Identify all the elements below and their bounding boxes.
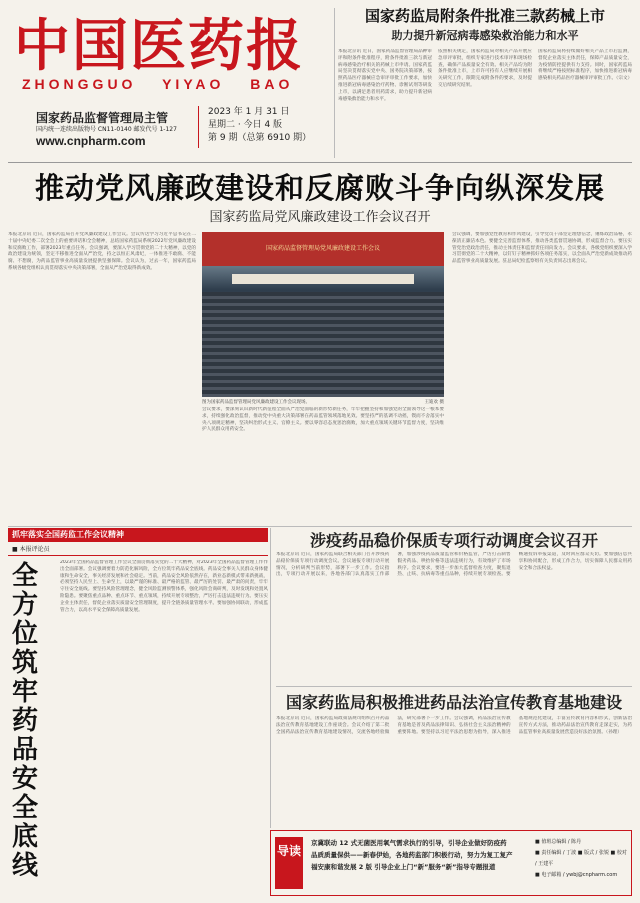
caption-text: 图为国家药品监督管理局党风廉政建设工作会议现场。 [202, 400, 310, 405]
masthead [8, 6, 330, 162]
audience-rows [202, 292, 444, 397]
article-body-column: 本报北京讯 近日，国家药品监督管理局品种审评和附条件批准程序，附条件批准三款与新冠病毒感染治疗相关的药械上市申请。国家药监局坚决贯彻落实党中央、国务院决策部署，按照药品医疗器械应急审评审批工作要求，加快推进新冠病毒感染治疗药物、诊断试剂等研发上市，以满足患者用药需求，助力提升新冠病毒感染救治能力和水平。 [338, 49, 432, 102]
guide-label: 导读 [275, 837, 303, 889]
editor-line: ■ 责任编辑 / 丁波 ■ 版式 / 张锐 ■ 校对 / 王建平 [535, 850, 627, 867]
main-article-right-column: 会议强调，要加强党性教育和作风建设，引导党员干部坚定理想信念，锤炼政治品格，永葆清正廉洁本色。要健全完善监督体系，推动各类监督贯通协调，形成监督合力。要压实管党治党政治责任，推动主体责任和监督责任同向发力。会议要求，各级党组织要深入学习贯彻党的二十大精神，以钉钉子精神抓好各项任务落实，以全面从严治党新成效推动药品监管事业高质量发展。驻总局纪检监察组有关负责同志出席会议。 [452, 232, 632, 265]
guide-box [270, 830, 632, 896]
article-body: 本报北京讯 近日，国家药监局政策法规司组织召开药品法治宣传教育基地建设工作座谈会。会议介绍了第二批全国药品法治宣传教育基地建设情况，交流各地经验做法，研究部署下一步工作。会议强调，药品法治宣传教育基地是普及药品法律知识、弘扬社会主义法治精神的重要阵地。要坚持以习近平法治思想为指导，深入推进基地规范化建设，丰富宣传教育内容和形式，创新法治宣传方式方法，推动药品法治宣传教育走深走实，为药品监管事业高质量发展营造良好法治氛围。（孙理） [276, 716, 632, 735]
editor-line: ■ 值班总编辑 / 陈丹 [535, 839, 582, 845]
pinyin-word: BAO [250, 76, 294, 92]
stage-banner-text: 国家药品监督管理局党风廉政建设工作会议 [265, 245, 380, 252]
article-body-column: 依照相关规定，国家药监局对相关产品开展应急审评审批，组织专家进行技术审评和现场检查，确保产品质量安全有效。相关产品均为附条件批准上市，上市许可持有人应继续开展相关研究工作，限期完成附条件的要求，及时提交后续研究结果。 [438, 49, 532, 88]
section-banner: 抓牢落实全国药监工作会议精神 [8, 528, 268, 542]
top-right-article[interactable] [338, 6, 632, 176]
photo-credit: 王迪欢 摄 [424, 400, 444, 405]
issue-dateline [208, 106, 311, 145]
main-headline[interactable]: 推动党风廉政建设和反腐败斗争向纵深发展 [34, 171, 605, 205]
issue-number: 第 9 期（总第 6910 期） [208, 133, 312, 143]
sponsor-text: 国家药品监督管理局主管 [36, 111, 169, 125]
photo-caption [202, 399, 444, 405]
article-body-column: 国家药监局将持续做好相关产品上市后监测，督促企业落实主体责任，保障产品质量安全，为疫情防控提供有力支持。同时，国家药监局将继续严格按照标准程序，加快推进新冠病毒感染相关药品医疗器械审评审批工作。（宗文） [538, 49, 632, 82]
rostrum-table [232, 274, 414, 284]
guide-items [311, 837, 531, 873]
section-divider [8, 162, 632, 163]
article-title[interactable]: 涉疫药品稳价保质专项行动调度会议召开 [309, 531, 598, 550]
commentary-tag: ■ 本报评论员 [8, 544, 268, 556]
publication-codes: 国内统一连续出版物号 CN11-0140 邮发代号 1-127 [36, 126, 177, 133]
section-divider [8, 526, 632, 527]
pinyin-word: ZHONGGUO [22, 76, 137, 92]
guide-item[interactable]: 品质质量保供——新春伊始，各地药监部门积极行动，努力为复工复产 [311, 851, 513, 859]
commentary-body: 2023年全国药品监督管理工作会议全面贯彻落实党的二十大精神，对2023年全国药品监督管理工作作出全面部署。会议强调要着力防范化解风险，全方位筑牢药品安全底线。药品安全事关人民群众身体健康和生命安全，事关经济发展和社会稳定。当前，药品安全风险依然存在，新业态新模式带来新挑战，必须坚持人民至上、生命至上，以最严谨的标准、最严格的监管、最严厉的处罚、最严肃的问责，牢牢守住安全底线。要坚持风险管理理念，健全风险监测预警体系，强化风险会商研判，及时发现和处置风险隐患。要聚焦重点品种、重点环节、重点领域，持续开展专项整治，严厉打击违法违规行为。要压实企业主体责任，督促企业落实质量安全管理制度，提升全链条质量管理水平。要加强协同联动，形成监管合力，以高水平安全保障高质量发展。 [60, 560, 268, 613]
masthead-divider [198, 106, 199, 148]
main-article-middle-column: 会议要求，要深刻认识新时代新征程全面从严治党面临的新形势新任务，牢牢把握坚持和加强党的全面领导这一根本要求，持续强化政治监督，推动党中央重大决策部署在药品监管领域落地见效。要坚持严的基调不动摇，锲而不舍落实中央八项规定精神，坚决纠治形式主义、官僚主义。要以零容忍态度惩治腐败，加大重点领域关键环节监督力度，坚决维护人民群众用药安全。 [202, 407, 444, 433]
article-title[interactable]: 国家药监局附条件批准三款药械上市 [364, 7, 605, 25]
newspaper-logo: 中国医药报 [14, 13, 304, 79]
article-subtitle: 助力提升新冠病毒感染救治能力和水平 [391, 29, 579, 42]
meeting-photo[interactable] [202, 232, 444, 397]
column-divider [270, 528, 271, 828]
website-link[interactable]: www.cnpharm.com [36, 134, 146, 148]
issue-date: 2023 年 1 月 31 日 [208, 107, 290, 117]
article-title[interactable]: 国家药监局积极推进药品法治宣传教育基地建设 [285, 693, 622, 712]
guide-item[interactable]: 福安康和谐发展 2 版 引导企业上门“新”服务“新”指导专题报道 [311, 863, 496, 871]
article-body: 本报北京讯 近日，国家药监局联合相关部门召开涉疫药品稳价保质专项行动调度会议。会议通报专项行动开展情况，分析研判当前形势，部署下一步工作。会议指出，专项行动开展以来，各地各部门认真落实工作部署，加强涉疫药品质量监管和价格监管，严厉打击制售假劣药品、哄抬价格等违法违规行为，有效维护了市场秩序。会议要求，要进一步加大监督检查力度，聚焦退热、止咳、抗病毒等重点品种，持续开展专项检查。要畅通投诉举报渠道，及时回应群众关切。要加强信息共享和协同配合，形成工作合力，切实保障人民群众用药安全和合法权益。 [276, 552, 632, 578]
column-divider [334, 8, 335, 158]
pinyin-word: YIYAO [162, 76, 225, 92]
main-subheadline: 国家药监局党风廉政建设工作会议召开 [209, 210, 431, 225]
editor-email[interactable]: ■ 电子邮箱 / ywbj@cnpharm.com [535, 872, 618, 878]
guide-item[interactable]: 京冀联动 12 式无菌医用氧气需求执行的引导，引导企业做好防疫药 [311, 839, 507, 847]
issue-weekday: 星期二 · 今日 4 版 [208, 120, 283, 130]
logo-pinyin [22, 76, 311, 92]
main-article-left-column: 本报北京讯 近日，国家药监局召开党风廉政建设工作会议。会议传达学习习近平总书记在二十届中央纪委二次全会上的重要讲话和全会精神，总结国家药监局系统2022年党风廉政建设和反腐败工作，部署2023年重点任务。会议强调，要深入学习贯彻党的二十大精神，以党的政治建设为统领，坚定不移推进全面从严治党，持之以恒正风肃纪，一体推进不敢腐、不能腐、不想腐，为药品监管事业高质量发展提供坚强保障。会议认为，过去一年，国家药监局系统各级党组织认真贯彻落实中央决策部署，全面从严治党取得新成效。 [8, 232, 196, 271]
section-divider [276, 686, 632, 687]
commentary-title[interactable]: 全方位筑牢药品安全底线 [12, 561, 39, 881]
editor-info [535, 837, 627, 881]
